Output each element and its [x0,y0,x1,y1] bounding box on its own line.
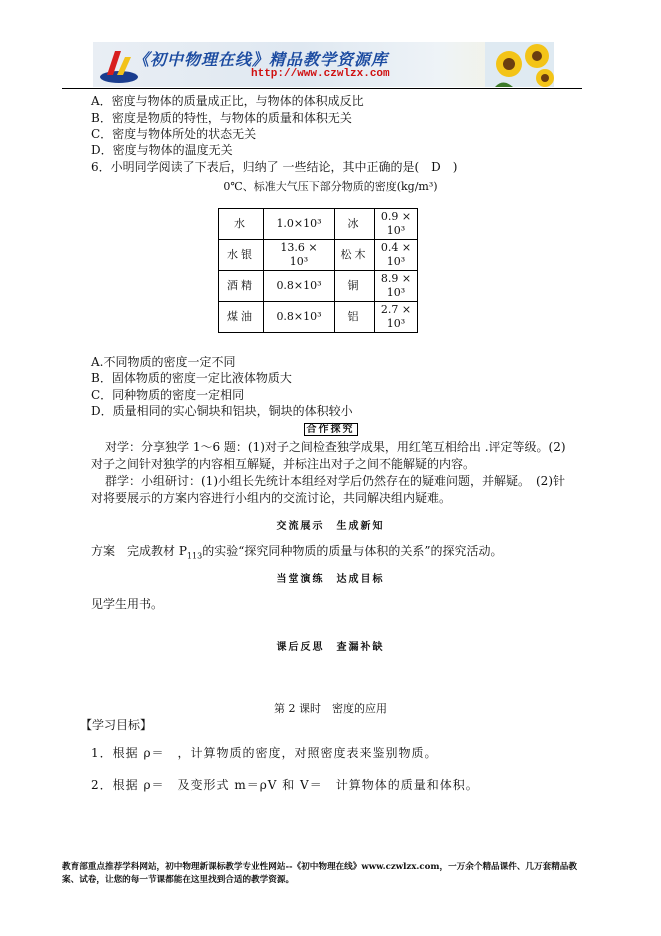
substance-name: 冰 [335,209,375,240]
table-row [219,209,418,240]
q6-option-d: D．质量相同的实心铜块和铝块，铜块的体积较小 [91,404,353,418]
q5-option-c: C．密度与物体所处的状态无关 [91,127,257,141]
q5-option-b: B．密度是物质的特性，与物体的质量和体积无关 [91,111,352,125]
density-value: 0.9 × 10³ [375,209,418,240]
plan-text-before: 完成教材 P [127,544,187,558]
plan-subscript: 113 [186,551,203,561]
banner-title: 《初中物理在线》精品教学资源库 [133,50,389,69]
substance-name: 铜 [335,271,375,302]
footer-note: 教育部重点推荐学科网站，初中物理新课标教学专业性网站--《初中物理在线》www.czwlzx.com，一万余个精品课件、几万套精品教案、试卷，让您的每一节课都能在这里找到合适的教学资源。 [62,862,577,885]
table-row [219,271,418,302]
plan-label: 方案 [91,544,116,558]
substance-name: 铝 [335,302,375,333]
duixue-line-1: 对学：分享独学 1～6 题：(1)对子之间检查独学成果，用红笔互相给出 .评定等级。(2) [105,440,566,454]
banner-url[interactable]: http://www.czwlzx.com [251,68,390,80]
density-value: 2.7 × 10³ [375,302,418,333]
sunflower-icon [485,42,554,87]
q6-option-a: A.不同物质的密度一定不同 [91,355,236,369]
density-value: 0.4 × 10³ [375,240,418,271]
q6-stem: 6．小明同学阅读了下表后，归纳了 一些结论，其中正确的是( D ) [91,160,458,174]
q5-option-a: A．密度与物体的质量成正比，与物体的体积成反比 [91,94,364,108]
header-rule [62,88,582,89]
substance-name: 水银 [219,240,264,271]
section-show-title: 交流展示 生成新知 [276,521,385,532]
substance-name: 煤油 [219,302,264,333]
density-value: 0.8×10³ [264,271,335,302]
q6-option-c: C．同种物质的密度一定相同 [91,388,245,402]
density-value: 0.8×10³ [264,302,335,333]
substance-name: 水 [219,209,264,240]
duixue-line-2: 对子之间针对独学的内容相互解疑，并标注出对子之间不能解疑的内容。 [91,457,476,471]
qunxue-line-1: 群学：小组研讨：(1)小组长先统计本组经对学后仍然存在的疑难问题，并解疑。 (2)针 [105,474,565,488]
substance-name: 酒精 [219,271,264,302]
table-row [219,240,418,271]
plan-line [91,544,502,563]
objectives-heading: 【学习目标】 [80,718,153,732]
substance-name: 松木 [335,240,375,271]
q5-option-d: D．密度与物体的温度无关 [91,143,233,157]
density-value: 13.6 × 10³ [264,240,335,271]
practice-text: 见学生用书。 [91,597,164,611]
objective-2: 2．根据 ρ＝ 及变形式 m＝ρV 和 V＝ 计算物体的质量和体积。 [91,778,479,792]
objective-1: 1．根据 ρ＝ ，计算物质的密度，对照密度表来鉴别物质。 [91,746,438,760]
density-value: 1.0×10³ [264,209,335,240]
density-table [218,208,418,333]
density-value: 8.9 × 10³ [375,271,418,302]
plan-text-after: 的实验“探究同种物质的质量与体积的关系”的探究活动。 [202,544,503,558]
section-reflection-title: 课后反思 查漏补缺 [276,642,385,653]
lesson2-title: 第 2 课时 密度的应用 [274,702,387,715]
q6-option-b: B．固体物质的密度一定比液体物质大 [91,371,292,385]
section-practice-title: 当堂演练 达成目标 [276,574,385,585]
cooperation-badge-wrap [0,421,661,436]
table-caption: 0℃、标准大气压下部分物质的密度(kg/m³) [223,180,438,193]
qunxue-line-2: 对将要展示的方案内容进行小组内的交流讨论，共同解决组内疑难。 [91,491,452,505]
header-banner [93,42,554,87]
cooperation-badge: 合作探究 [304,423,358,436]
table-row [219,302,418,333]
